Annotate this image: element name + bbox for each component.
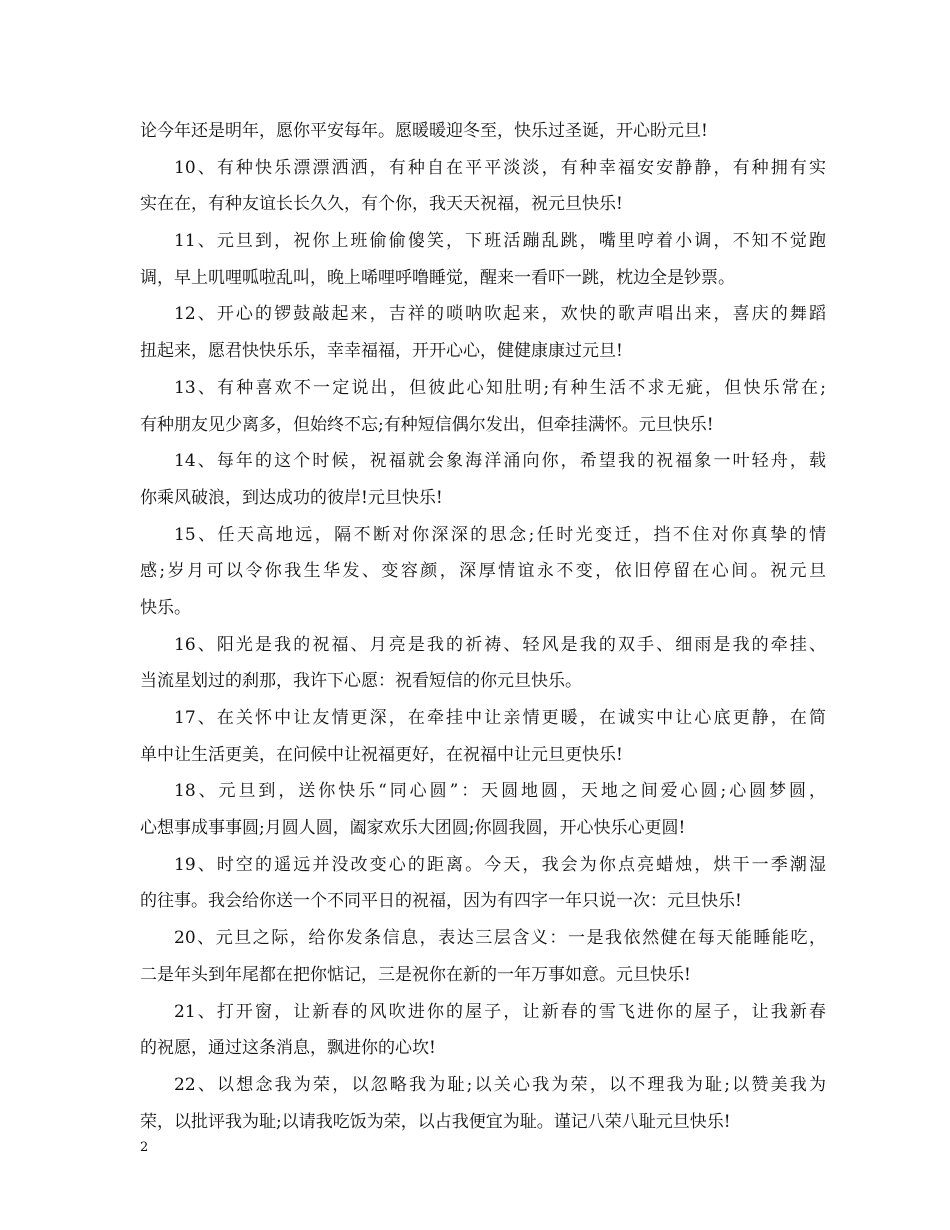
text-line: 的祝愿，通过这条消息，飘进你的心坎! bbox=[140, 1038, 436, 1059]
text-line: 感;岁月可以令你我生华发、变容颜，深厚情谊永不变，依旧停留在心间。祝元旦 bbox=[140, 561, 826, 582]
text-line: 你乘风破浪，到达成功的彼岸!元旦快乐! bbox=[140, 487, 443, 508]
text-line: 22、以想念我为荣，以忽略我为耻;以关心我为荣，以不理我为耻;以赞美我为 bbox=[174, 1074, 826, 1095]
text-line: 扭起来，愿君快快乐乐，幸幸福福，开开心心，健健康康过元旦! bbox=[140, 341, 623, 362]
text-line: 11、元旦到，祝你上班偷偷傻笑，下班活蹦乱跳，嘴里哼着小调，不知不觉跑 bbox=[174, 231, 826, 252]
text-line: 19、时空的遥远并没改变心的距离。今天，我会为你点亮蜡烛，烘干一季潮湿 bbox=[174, 854, 826, 875]
text-line: 心想事成事事圆;月圆人圆，阖家欢乐大团圆;你圆我圆，开心快乐心更圆! bbox=[140, 818, 686, 839]
text-line: 16、阳光是我的祝福、月亮是我的祈祷、轻风是我的双手、细雨是我的牵挂、 bbox=[174, 634, 826, 655]
page-number: 2 bbox=[140, 1140, 149, 1155]
text-line: 20、元旦之际，给你发条信息，表达三层含义：一是我依然健在每天能睡能吃， bbox=[174, 928, 826, 949]
text-line: 有种朋友见少离多，但始终不忘;有种短信偶尔发出，但牵挂满怀。元旦快乐! bbox=[140, 414, 714, 435]
text-line: 21、打开窗，让新春的风吹进你的屋子，让新春的雪飞进你的屋子，让我新春 bbox=[174, 1001, 826, 1022]
text-line: 论今年还是明年，愿你平安每年。愿暖暖迎冬至，快乐过圣诞，开心盼元旦! bbox=[140, 121, 708, 141]
text-line: 二是年头到年尾都在把你惦记，三是祝你在新的一年万事如意。元旦快乐! bbox=[140, 964, 691, 985]
body-text bbox=[140, 113, 826, 1140]
text-line: 快乐。 bbox=[140, 597, 191, 618]
text-line: 荣，以批评我为耻;以请我吃饭为荣，以占我便宜为耻。谨记八荣八耻元旦快乐! bbox=[140, 1111, 731, 1132]
text-line: 实在在，有种友谊长长久久，有个你，我天天祝福，祝元旦快乐! bbox=[140, 194, 623, 215]
text-line: 18、元旦到，送你快乐“同心圆”：天圆地圆，天地之间爱心圆;心圆梦圆， bbox=[174, 781, 826, 802]
text-line: 当流星划过的刹那，我许下心愿：祝看短信的你元旦快乐。 bbox=[140, 671, 582, 692]
text-line: 12、开心的锣鼓敲起来，吉祥的唢呐吹起来，欢快的歌声唱出来，喜庆的舞蹈 bbox=[174, 304, 826, 325]
text-line: 17、在关怀中让友情更深，在牵挂中让亲情更暖，在诚实中让心底更静，在简 bbox=[174, 708, 826, 728]
text-line: 15、任天高地远，隔不断对你深深的思念;任时光变迁，挡不住对你真挚的情 bbox=[174, 524, 826, 545]
text-line: 14、每年的这个时候，祝福就会象海洋涌向你，希望我的祝福象一叶轻舟，载 bbox=[174, 451, 826, 472]
text-line: 调，早上叽哩呱啦乱叫，晚上唏哩呼噜睡觉，醒来一看吓一跳，枕边全是钞票。 bbox=[140, 267, 735, 288]
text-line: 的往事。我会给你送一个不同平日的祝福，因为有四字一年只说一次：元旦快乐! bbox=[140, 891, 742, 912]
text-line: 单中让生活更美，在问候中让祝福更好，在祝福中让元旦更快乐! bbox=[140, 744, 623, 765]
text-line: 13、有种喜欢不一定说出，但彼此心知肚明;有种生活不求无疵，但快乐常在; bbox=[174, 377, 826, 398]
text-line: 10、有种快乐漂漂洒洒，有种自在平平淡淡，有种幸福安安静静，有种拥有实 bbox=[174, 157, 826, 178]
